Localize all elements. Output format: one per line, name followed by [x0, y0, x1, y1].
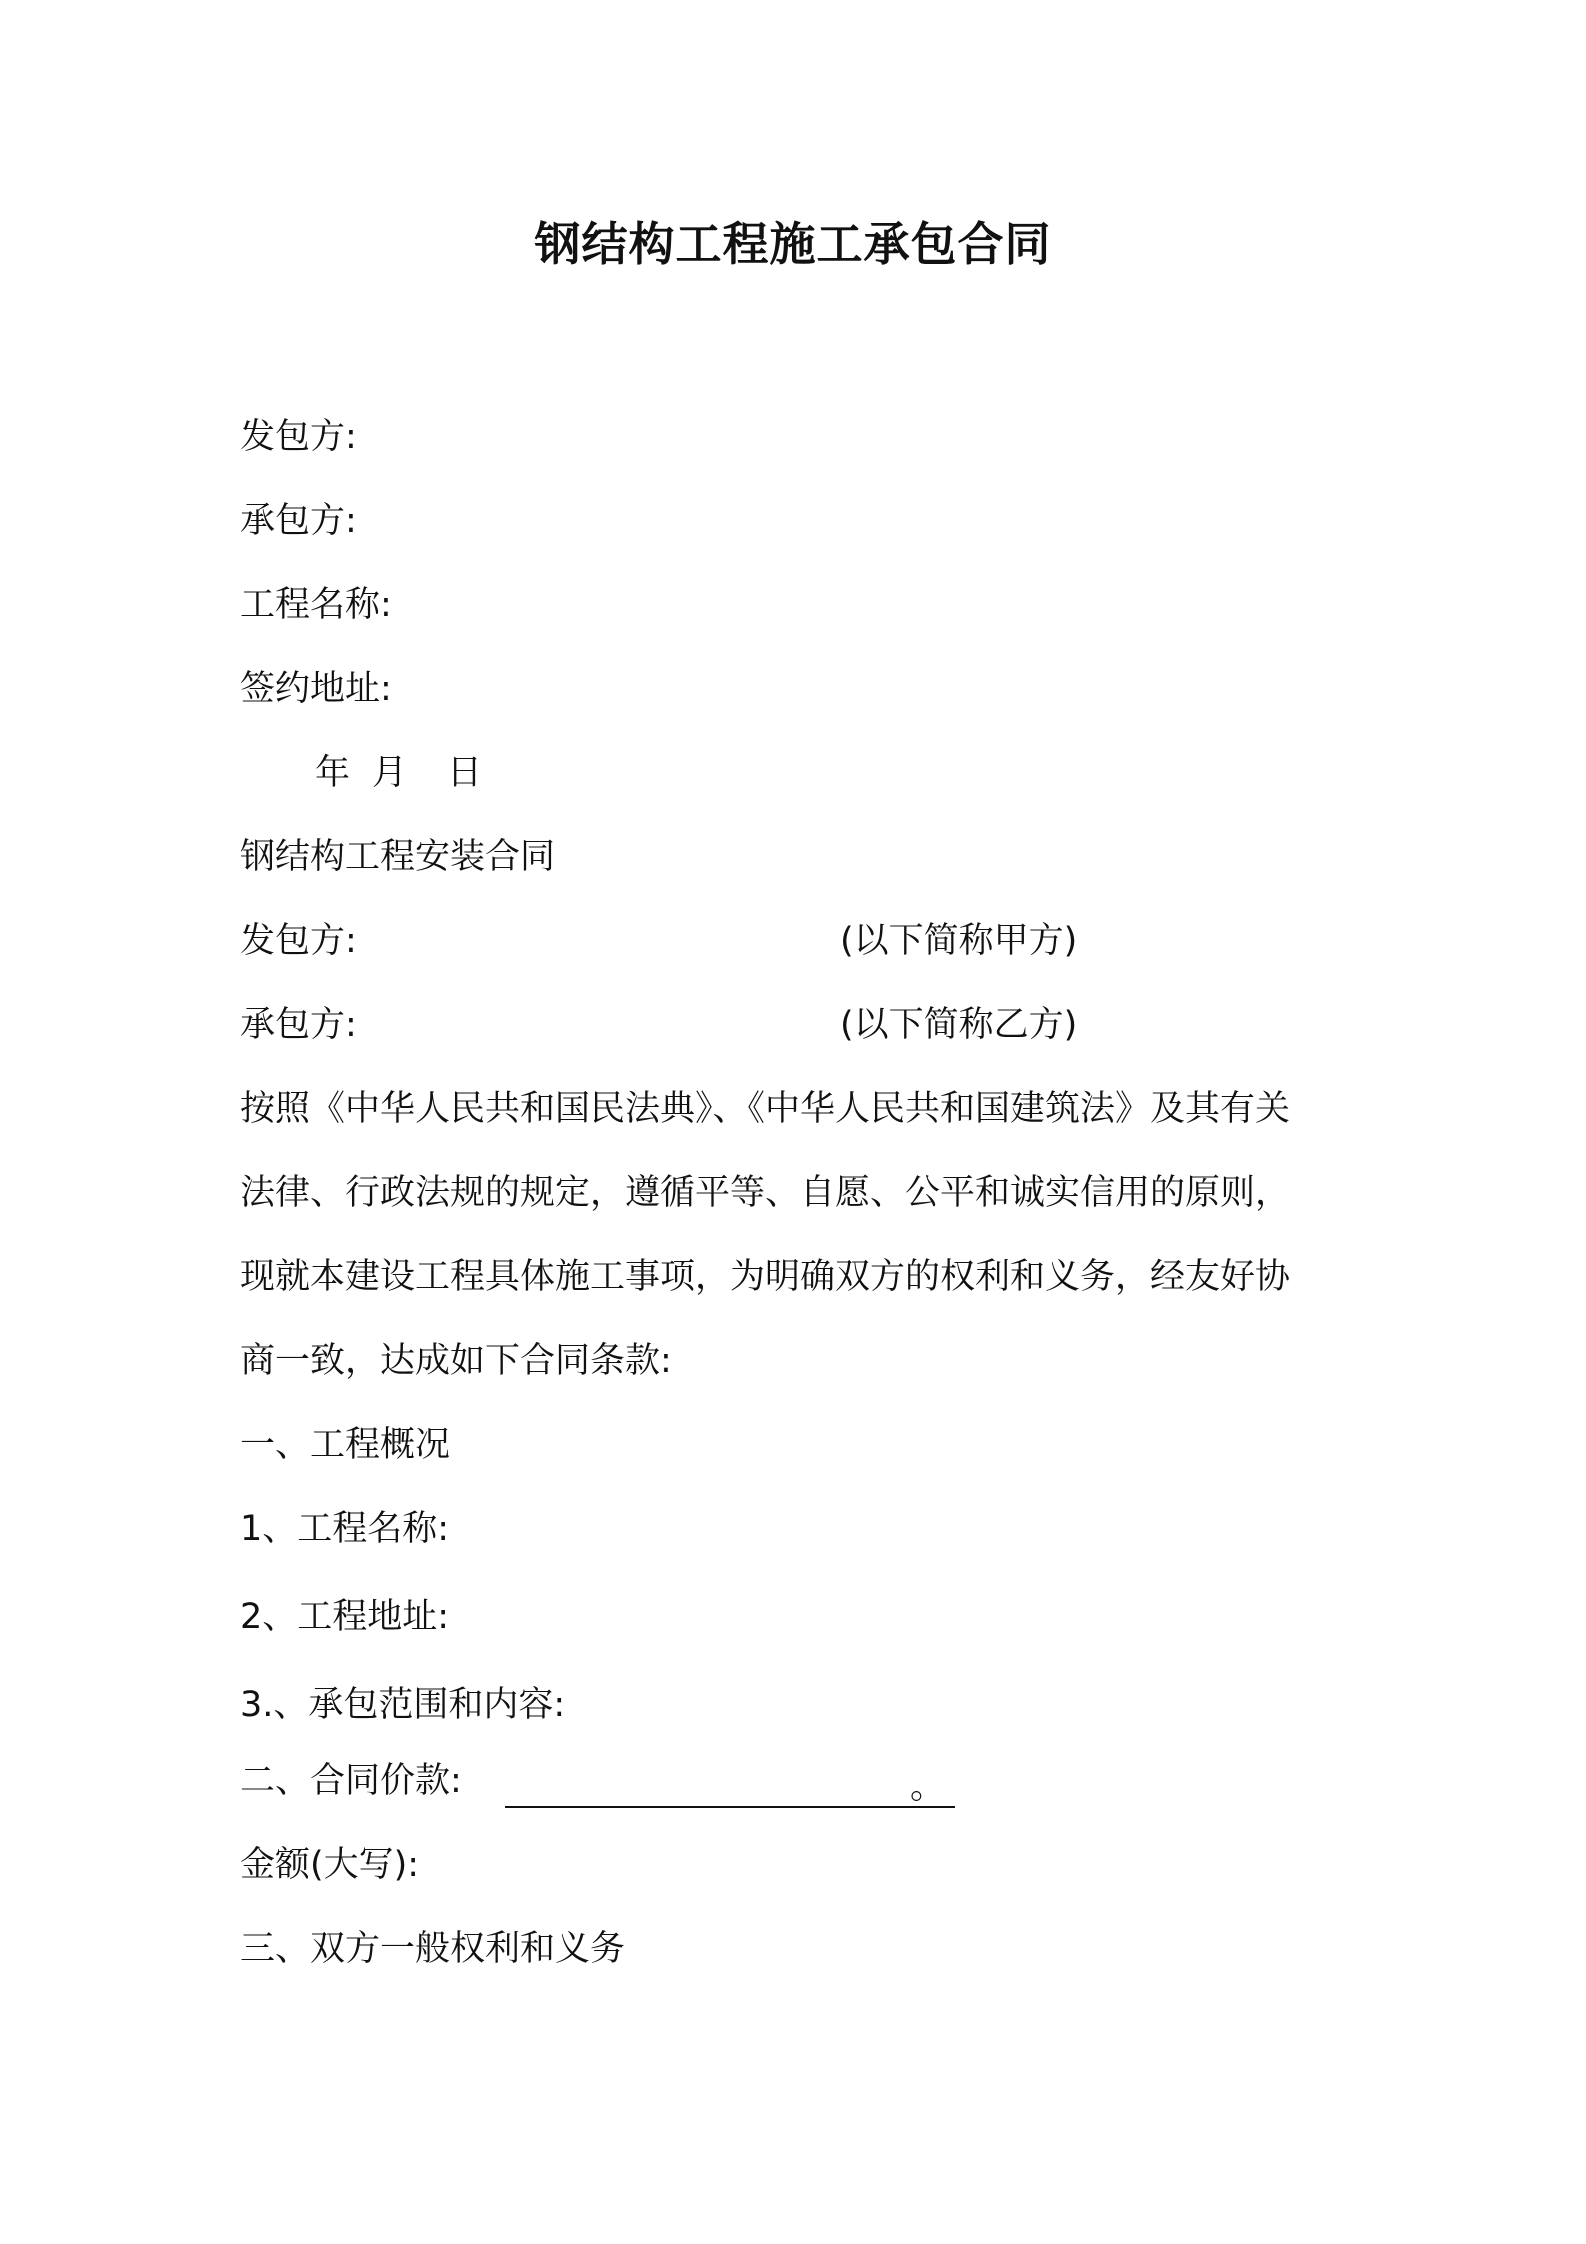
contract-price-blank [505, 1760, 955, 1808]
contract-price-period: 。 [910, 1767, 946, 1807]
section-3-heading: 三、双方一般权利和义务 [240, 1929, 626, 1969]
party-b-label: 承包方: [240, 1005, 357, 1045]
amount-in-words-label: 金额(大写): [240, 1845, 420, 1885]
date-day: 日 [447, 753, 483, 793]
date-month: 月 [372, 753, 408, 793]
preamble-line-1: 按照《中华人民共和国民法典》、《中华人民共和国建筑法》及其有关 [240, 1089, 1291, 1129]
preamble-line-3: 现就本建设工程具体施工事项，为明确双方的权利和义务，经友好协 [240, 1257, 1291, 1297]
cover-field-signing-address: 签约地址: [240, 669, 392, 709]
section-1-item-project-address: 2、工程地址: [240, 1597, 450, 1637]
section-1-heading: 一、工程概况 [240, 1425, 451, 1465]
preamble-line-4: 商一致，达成如下合同条款: [240, 1341, 672, 1381]
section-1-item-scope: 3.、承包范围和内容: [240, 1685, 566, 1725]
preamble-line-2: 法律、行政法规的规定，遵循平等、自愿、公平和诚实信用的原则， [240, 1173, 1291, 1213]
section-2-heading: 二、合同价款: [240, 1761, 462, 1801]
cover-field-project-name: 工程名称: [240, 585, 392, 625]
date-line [315, 750, 482, 796]
cover-field-contractor: 承包方: [240, 501, 357, 541]
section-1-item-project-name: 1、工程名称: [240, 1509, 450, 1549]
party-b-alias: (以下简称乙方) [840, 1005, 1078, 1045]
date-year: 年 [315, 753, 351, 793]
party-a-label: 发包方: [240, 921, 357, 961]
party-a-alias: (以下简称甲方) [840, 921, 1078, 961]
document-subtitle: 钢结构工程安装合同 [240, 837, 556, 877]
document-title: 钢结构工程施工承包合同 [534, 217, 1052, 271]
cover-field-employer: 发包方: [240, 417, 357, 457]
